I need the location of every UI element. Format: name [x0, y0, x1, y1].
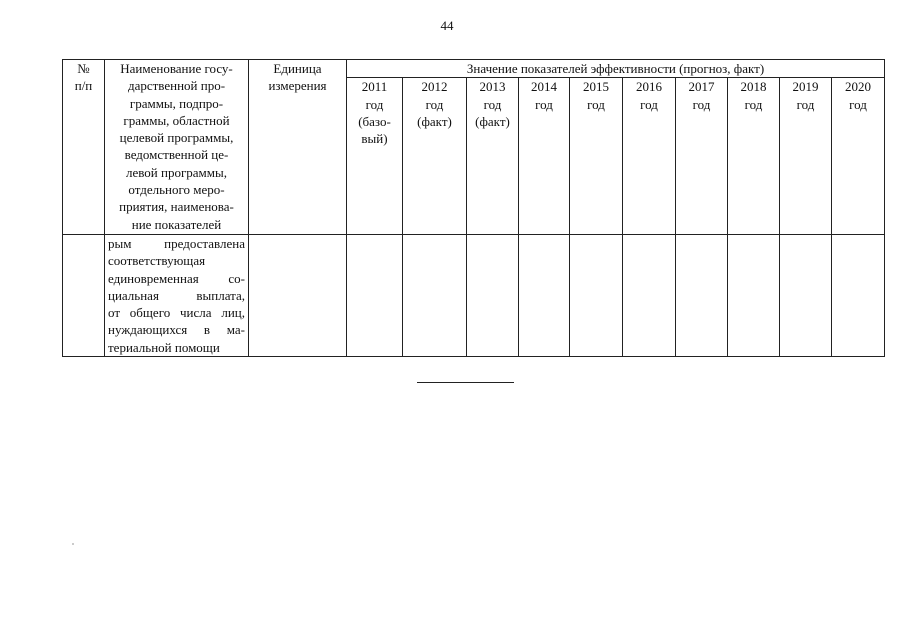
row-value-2016 [623, 235, 676, 357]
end-separator-line [417, 382, 514, 383]
row-value-2014 [519, 235, 570, 357]
header-num: № п/п [63, 60, 105, 235]
row-value-2019 [780, 235, 832, 357]
row-value-2013 [467, 235, 519, 357]
header-name: Наименование госу- дарственной про- граммы, подпро- граммы, областной целевой программы, ведомственной це- левой программы, отдельного меро- приятия, наименова- ние показателей [105, 60, 249, 235]
header-year-2020: 2020 год [832, 78, 885, 235]
row-name-line: единовременная со- [108, 270, 245, 286]
header-year-2013: 2013 год (факт) [467, 78, 519, 235]
row-value-2020 [832, 235, 885, 357]
scan-speck [72, 543, 74, 545]
row-value-2012 [403, 235, 467, 357]
row-name-line: рым предоставлена [108, 236, 245, 251]
header-year-2014: 2014 год [519, 78, 570, 235]
page-number: 44 [440, 18, 454, 33]
row-name-cell [105, 235, 249, 357]
header-year-2016: 2016 год [623, 78, 676, 235]
indicators-table [62, 59, 885, 357]
row-value-2017 [676, 235, 728, 357]
header-row-1 [63, 60, 885, 78]
row-name-line: териальной помощи [108, 339, 220, 355]
header-year-2011: 2011 год (базо- вый) [347, 78, 403, 235]
header-year-2019: 2019 год [780, 78, 832, 235]
row-value-2015 [570, 235, 623, 357]
row-value-2018 [728, 235, 780, 357]
row-name-line: соответствующая [108, 253, 206, 269]
header-year-2015: 2015 год [570, 78, 623, 235]
row-name-line: нуждающихся в ма- [108, 322, 245, 338]
header-year-2018: 2018 год [728, 78, 780, 235]
row-unit-cell [249, 235, 347, 357]
row-value-2011 [347, 235, 403, 357]
row-name-line: от общего числа лиц, [108, 305, 245, 321]
header-year-2012: 2012 год (факт) [403, 78, 467, 235]
header-year-2017: 2017 год [676, 78, 728, 235]
header-unit: Единица измерения [249, 60, 347, 235]
row-num-cell [63, 235, 105, 357]
table-row [63, 235, 885, 357]
header-values-group: Значение показателей эффективности (прогноз, факт) [347, 60, 885, 78]
row-name-line: циальная выплата, [108, 287, 245, 303]
